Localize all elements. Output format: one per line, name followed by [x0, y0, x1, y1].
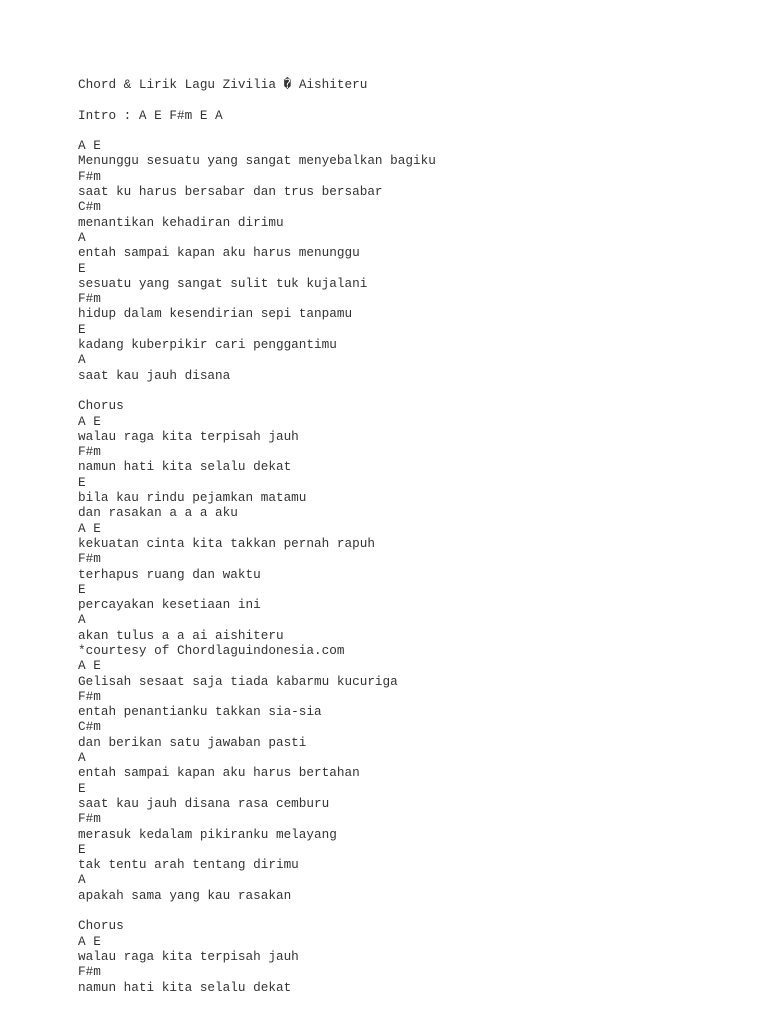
lyric-line: percayakan kesetiaan ini: [78, 597, 261, 613]
chord-line: A E: [78, 658, 101, 674]
chorus-1: [78, 398, 738, 903]
section-heading: Chorus: [78, 398, 124, 414]
chord-sheet-document: [78, 77, 738, 995]
chord-line: F#m: [78, 811, 101, 827]
lyric-line: kadang kuberpikir cari penggantimu: [78, 337, 337, 353]
lyric-line: terhapus ruang dan waktu: [78, 566, 261, 582]
chord-line: E: [78, 260, 86, 276]
lyric-line: dan berikan satu jawaban pasti: [78, 734, 307, 750]
lyric-line: namun hati kita selalu dekat: [78, 459, 292, 475]
lyric-line: dan rasakan a a a aku: [78, 505, 238, 521]
chord-line: E: [78, 841, 86, 857]
verse-1: [78, 138, 738, 383]
chord-line: A E: [78, 933, 101, 949]
lyric-line: hidup dalam kesendirian sepi tanpamu: [78, 306, 353, 322]
lyric-line: kekuatan cinta kita takkan pernah rapuh: [78, 535, 375, 551]
chord-line: E: [78, 581, 86, 597]
chord-line: A E: [78, 520, 101, 536]
lyric-line: namun hati kita selalu dekat: [78, 979, 292, 995]
lyric-line: saat ku harus bersabar dan trus bersabar: [78, 184, 383, 200]
section-heading: Chorus: [78, 918, 124, 934]
chord-line: E: [78, 474, 86, 490]
intro-line: Intro : A E F#m E A: [78, 107, 223, 123]
lyric-line: bila kau rindu pejamkan matamu: [78, 490, 307, 506]
lyric-line: saat kau jauh disana: [78, 367, 231, 383]
chord-line: C#m: [78, 199, 101, 215]
lyric-line: Gelisah sesaat saja tiada kabarmu kucuriga: [78, 673, 398, 689]
spacer: [78, 383, 738, 398]
chord-line: E: [78, 780, 86, 796]
lyric-line: tak tentu arah tentang dirimu: [78, 857, 299, 873]
chord-line: F#m: [78, 964, 101, 980]
lyric-line: sesuatu yang sangat sulit tuk kujalani: [78, 275, 368, 291]
chord-line: F#m: [78, 551, 101, 567]
lyric-line: merasuk kedalam pikiranku melayang: [78, 826, 337, 842]
lyric-line: Menunggu sesuatu yang sangat menyebalkan bagiku: [78, 153, 436, 169]
courtesy-line: *courtesy of Chordlaguindonesia.com: [78, 642, 345, 658]
chord-line: A: [78, 872, 86, 888]
lyric-line: entah sampai kapan aku harus bertahan: [78, 765, 360, 781]
chord-line: F#m: [78, 291, 101, 307]
lyric-line: walau raga kita terpisah jauh: [78, 948, 299, 964]
spacer: [78, 92, 738, 107]
lyric-line: walau raga kita terpisah jauh: [78, 428, 299, 444]
chord-line: A E: [78, 138, 101, 154]
chord-line: F#m: [78, 168, 101, 184]
document-title: Chord & Lirik Lagu Zivilia � Aishiteru: [78, 77, 368, 92]
lyric-line: entah penantianku takkan sia-sia: [78, 704, 322, 720]
chord-line: C#m: [78, 719, 101, 735]
chord-line: F#m: [78, 688, 101, 704]
lyric-line: menantikan kehadiran dirimu: [78, 214, 284, 230]
chord-line: A: [78, 229, 86, 245]
spacer: [78, 123, 738, 138]
chord-line: A E: [78, 413, 101, 429]
chord-line: A: [78, 750, 86, 766]
lyric-line: akan tulus a a ai aishiteru: [78, 627, 284, 643]
lyric-line: entah sampai kapan aku harus menunggu: [78, 245, 360, 261]
chord-line: F#m: [78, 444, 101, 460]
chorus-2: [78, 918, 738, 994]
chord-line: E: [78, 321, 86, 337]
lyric-line: apakah sama yang kau rasakan: [78, 887, 292, 903]
chord-line: A: [78, 612, 86, 628]
chord-line: A: [78, 352, 86, 368]
lyric-line: saat kau jauh disana rasa cemburu: [78, 795, 330, 811]
spacer: [78, 903, 738, 918]
